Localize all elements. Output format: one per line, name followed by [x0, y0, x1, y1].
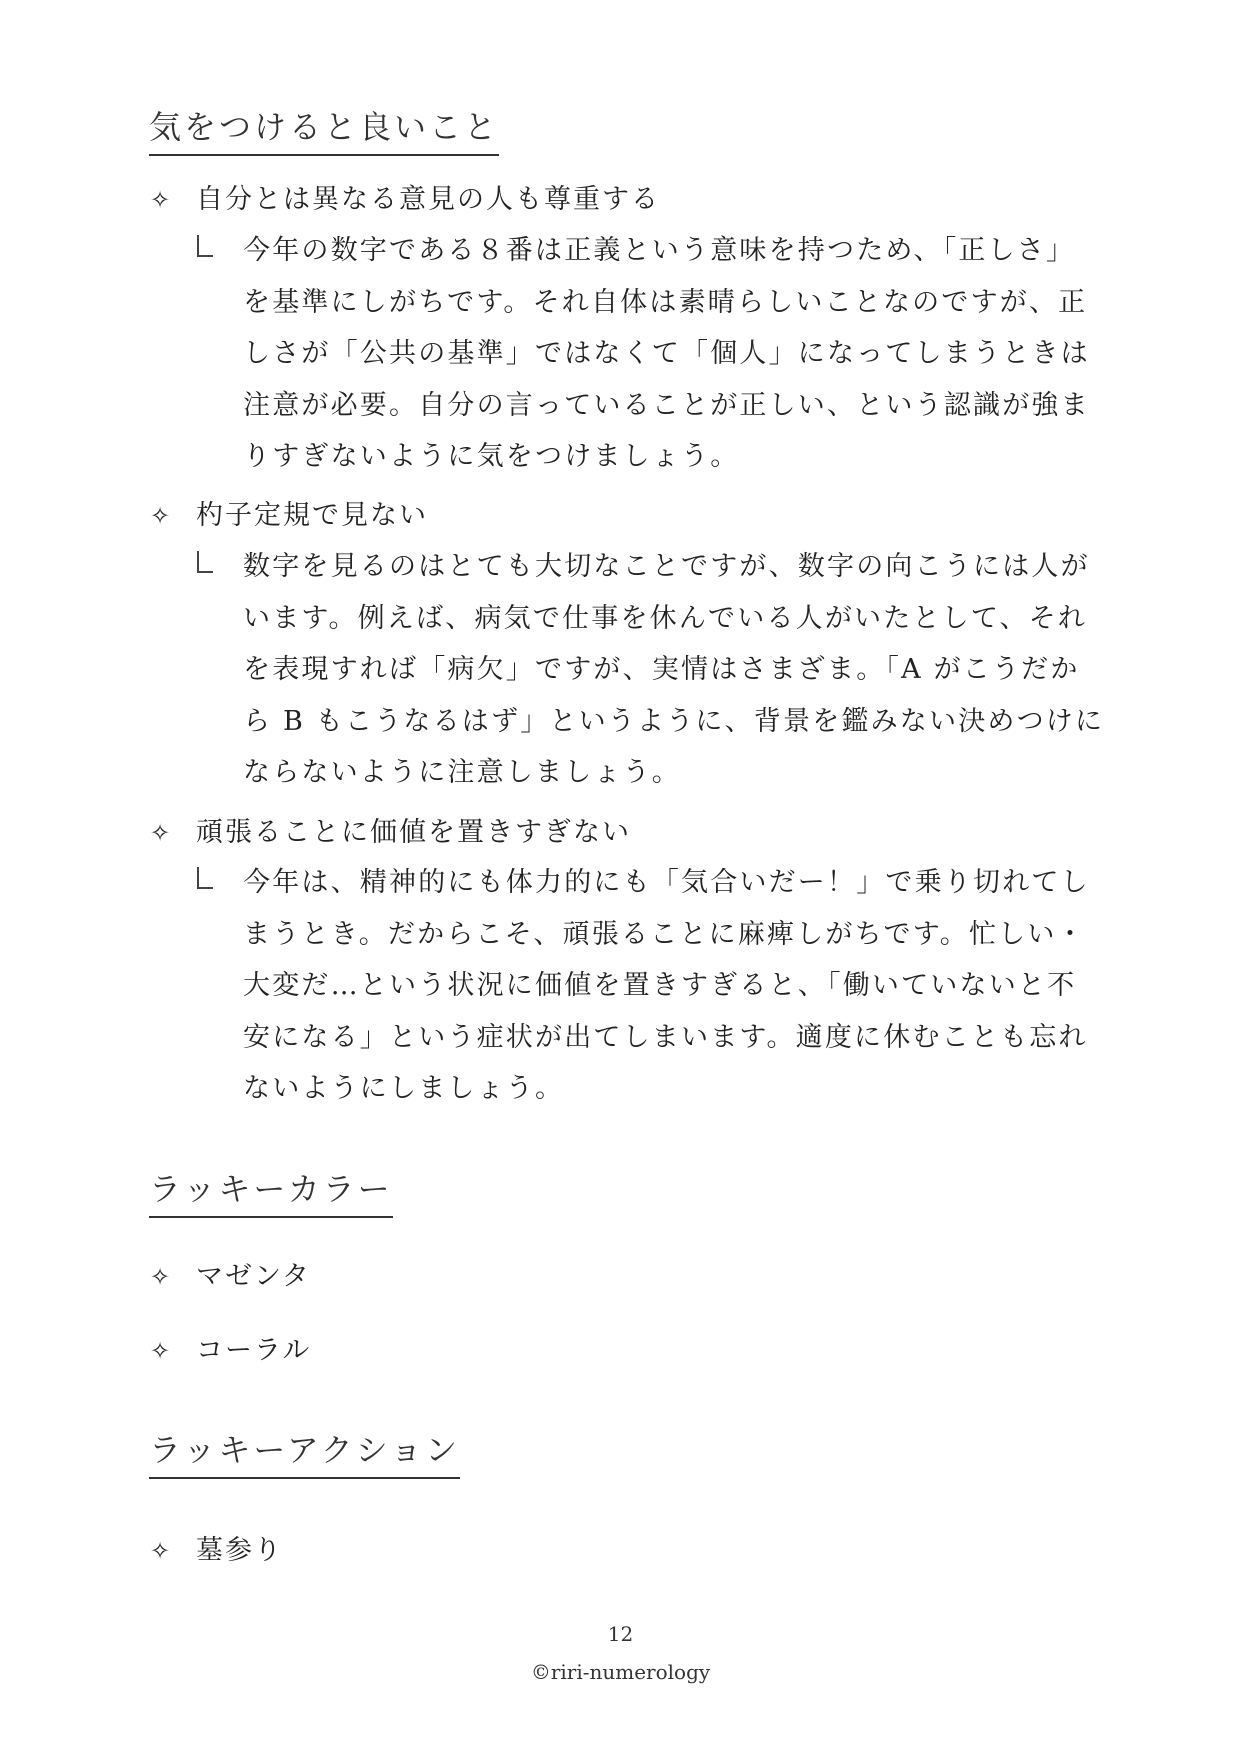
- sparkle-bullet-icon: ✧: [150, 1337, 173, 1365]
- detail-line: を基準にしがちです。それ自体は素晴らしいことなのですが、正: [243, 286, 1088, 318]
- caution-item-1: [150, 177, 660, 216]
- sparkle-bullet-icon: ✧: [150, 819, 173, 847]
- caution-item-title: 杓子定規で見ない: [196, 500, 428, 531]
- detail-line: 大変だ…という状況に価値を置きすぎると、「働いていないと不: [243, 970, 1077, 1001]
- detail-line: 数字を見るのはとても大切なことですが、数字の向こうには人が: [243, 551, 1090, 582]
- section-heading-lucky-color: ラッキーカラー: [149, 1164, 393, 1218]
- corner-bracket-icon: [197, 867, 213, 889]
- detail-line: まうとき。だからこそ、頑張ることに麻痺しがちです。忙しい・: [243, 918, 1086, 950]
- sparkle-bullet-icon: ✧: [150, 1263, 173, 1291]
- copyright-text: ©riri-numerology: [530, 1660, 711, 1684]
- lucky-color-item: [150, 1328, 311, 1367]
- detail-line: 今年の数字である８番は正義という意味を持つため、「正しさ」: [243, 235, 1076, 266]
- sparkle-bullet-icon: ✧: [150, 1537, 173, 1565]
- section-heading-caution: 気をつけると良いこと: [149, 102, 499, 156]
- detail-line: を表現すれば「病欠」ですが、実情はさまざま。「A がこうだか: [243, 654, 1080, 685]
- detail-line: います。例えば、病気で仕事を休んでいる人がいたとして、それ: [243, 602, 1088, 634]
- detail-line: 安になる」という症状が出てしまいます。適度に休むことも忘れ: [243, 1021, 1088, 1053]
- section-heading-lucky-action: ラッキーアクション: [149, 1425, 460, 1479]
- detail-line: 今年は、精神的にも体力的にも「気合いだー！」で乗り切れてし: [243, 867, 1090, 898]
- detail-line: ならないように注意しましょう。: [243, 757, 681, 788]
- corner-bracket-icon: [197, 551, 213, 573]
- detail-line: りすぎないように気をつけましょう。: [243, 441, 740, 472]
- page-number: 12: [607, 1622, 634, 1646]
- lucky-color-label: マゼンタ: [196, 1261, 311, 1292]
- corner-bracket-icon: [197, 235, 213, 257]
- caution-item-3: [150, 810, 631, 849]
- caution-item-2: [150, 493, 428, 532]
- detail-line: 注意が必要。自分の言っていることが正しい、という認識が強ま: [243, 389, 1090, 421]
- caution-item-title: 頑張ることに価値を置きすぎない: [196, 817, 631, 848]
- detail-line: ら B もこうなるはず」というように、背景を鑑みない決めつけに: [243, 705, 1105, 737]
- lucky-action-item: [150, 1528, 283, 1567]
- lucky-color-item: [150, 1254, 311, 1293]
- lucky-color-label: コーラル: [196, 1335, 312, 1366]
- caution-item-title: 自分とは異なる意見の人も尊重する: [196, 184, 660, 215]
- lucky-action-label: 墓参り: [196, 1535, 283, 1566]
- sparkle-bullet-icon: ✧: [150, 186, 173, 214]
- detail-line: しさが「公共の基準」ではなくて「個人」になってしまうときは: [243, 338, 1090, 369]
- sparkle-bullet-icon: ✧: [150, 502, 173, 530]
- detail-line: ないようにしましょう。: [243, 1073, 565, 1104]
